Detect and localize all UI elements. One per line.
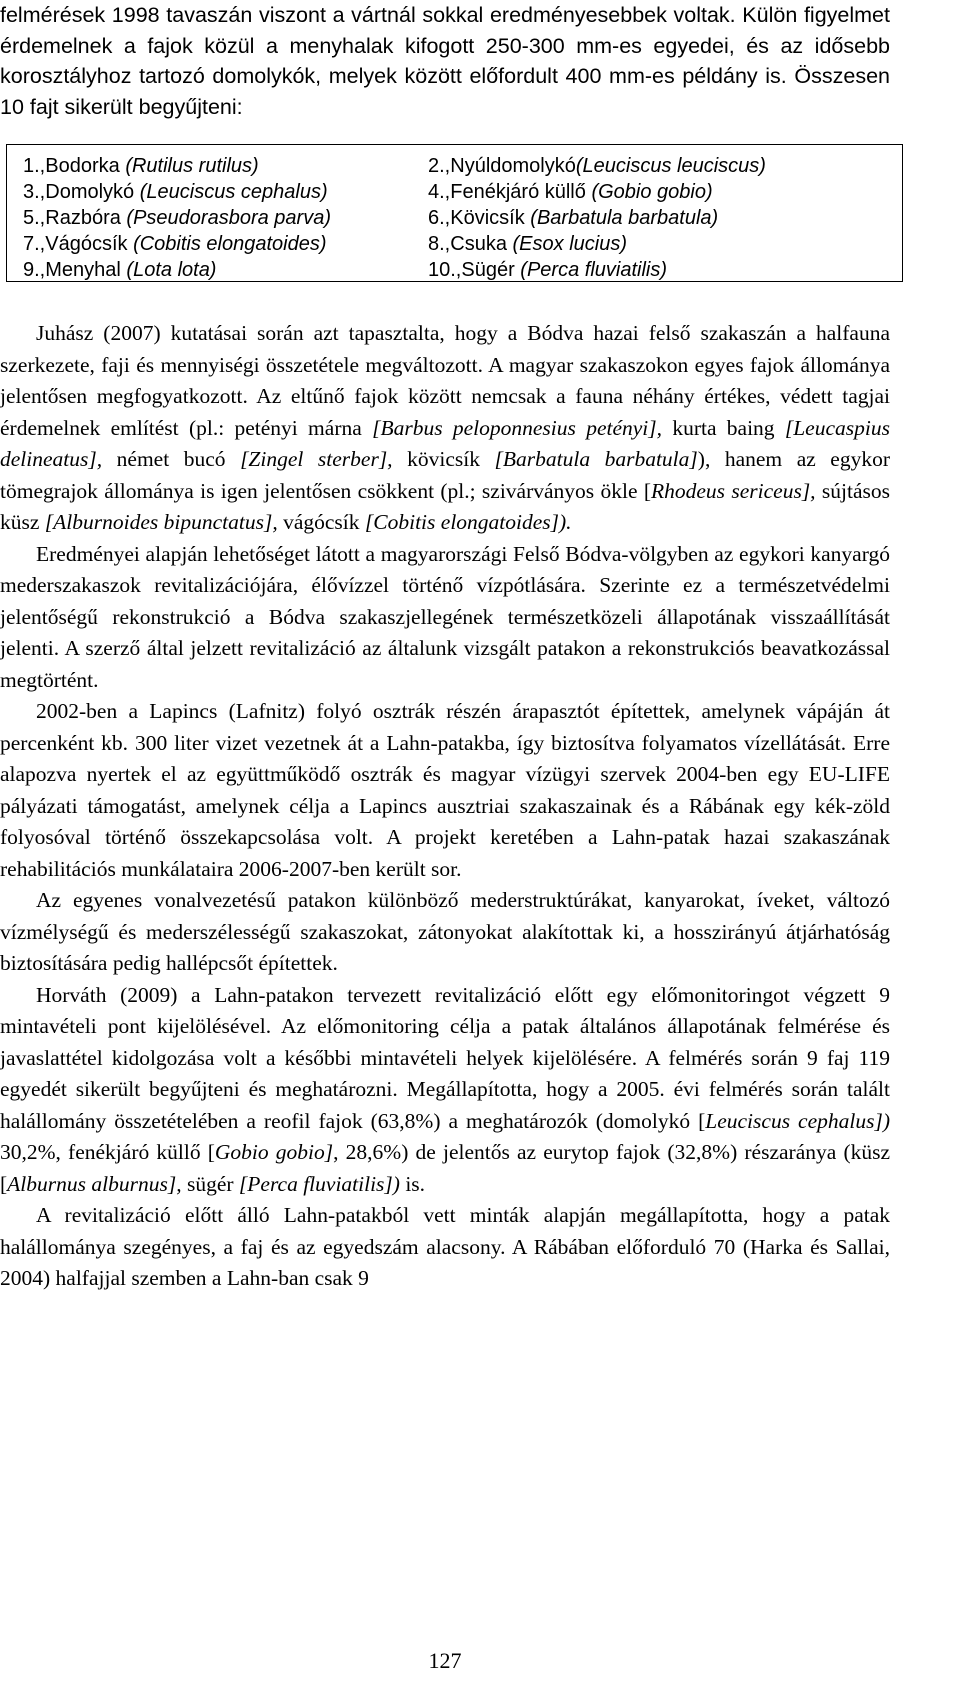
paragraph-juhasz: Juhász (2007) kutatásai során azt tapasztalta, hogy a Bódva hazai felső szakaszán a halfauna szerkezete, faji és mennyiségi összetétele megváltozott. A magyar szakaszokon egyes fajok állománya jelentősen megfogyatkozott. Az eltűnő fajok között nemcsak a fauna néhány értékes, védett tagjai érdemelnek említést (pl.: petényi márna [Barbus peloponnesius petényi], kurta baing [Leucaspius delineatus], német bucó [Zingel sterber], kövicsík [Barbatula barbatula]), hanem az egykor tömegrajok állománya is igen jelentősen csökkent (pl.; szivárványos ökle [Rhodeus sericeus], sújtásos küsz [Alburnoides bipunctatus], vágócsík [Cobitis elongatoides]). (0, 321, 891, 534)
species-item: 6.,Kövicsík (Barbatula barbatula) (428, 207, 719, 229)
species-item: 9.,Menyhal (Lota lota) (23, 259, 217, 281)
species-item: 7.,Vágócsík (Cobitis elongatoides) (23, 233, 327, 255)
species-list-box (6, 144, 903, 282)
paragraph-eredmenyei: Eredményei alapján lehetőséget látott a magyarországi Felső Bódva-völgyben az egykori kanyargó mederszakaszok revitalizációjára, élővízzel történő vízpótlására. Szerinte ez a természetvédelmi jelentőségű rekonstrukció a Bódva szakaszjellegének természetközeli állapotának visszaállítását jelenti. A szerző által jelzett revitalizáció az általunk vizsgált patakon a rekonstrukciós beavatkozással megtörtént. (0, 541, 890, 692)
page-number: 127 (428, 1648, 462, 1673)
paragraph-revitalizacio: A revitalizáció előtt álló Lahn-patakból vett minták alapján megállapította, hogy a patak halállománya szegényes, a faj és az egyedszám alacsony. A Rábában előforduló 70 (Harka és Sallai, 2004) halfajjal szemben a Lahn-ban csak 9 (0, 1203, 890, 1290)
paragraph-horvath: Horváth (2009) a Lahn-patakon tervezett revitalizáció előtt egy előmonitoringot végzett 9 mintavételi pont kijelölésével. Az előmonitoring célja a patak általános állapotának felmérése és javaslattétel kidolgozása volt a későbbi mintavételi helyek kijelölésére. A felmérés során 9 faj 119 egyedét sikerült begyűjteni és meghatározni. Megállapította, hogy a 2005. évi felmérés során talált halállomány összetételében a reofil fajok (63,8%) a meghatározók (domolykó [Leuciscus cephalus]) 30,2%, fenékjáró küllő [Gobio gobio], 28,6%) de jelentős az eurytop fajok (32,8%) részaránya (küsz [Alburnus alburnus], sügér [Perca fluviatilis]) is. (0, 982, 891, 1196)
paragraph-lapincs: 2002-ben a Lapincs (Lafnitz) folyó osztrák részén árapasztót építettek, amelynek vápáján át percenként kb. 300 liter vizet vezetnek át a Lahn-patakba, így biztosítva folyamatos vízellátását. Erre alapozva nyertek el az együttműködő osztrák és magyar vízügyi szervek 2004-ben egy EU-LIFE pályázati támogatást, amelynek célja a Lapincs ausztriai szakaszainak és a Rábának egy kék-zöld folyosóval történő összekapcsolása volt. A projekt keretében a Lahn-patak hazai szakaszának rehabilitációs munkálataira 2006-2007-ben került sor. (0, 699, 890, 881)
species-item: 2.,Nyúldomolykó(Leuciscus leuciscus) (428, 155, 766, 177)
species-item: 3.,Domolykó (Leuciscus cephalus) (23, 181, 328, 203)
species-item: 10.,Sügér (Perca fluviatilis) (428, 259, 667, 281)
body-text (0, 318, 890, 1295)
paragraph-egyenes: Az egyenes vonalvezetésű patakon különböző mederstruktúrákat, kanyarokat, íveket, változó vízmélységű és mederszélességű szakaszokat, zátonyokat alakítottak ki, a hosszirányú átjárhatóság biztosítására pedig hallépcsőt építettek. (0, 888, 890, 975)
species-item: 4.,Fenékjáró küllő (Gobio gobio) (428, 181, 713, 203)
species-item: 1.,Bodorka (Rutilus rutilus) (23, 155, 259, 177)
intro-paragraph: felmérések 1998 tavaszán viszont a vártnál sokkal eredményesebbek voltak. Külön figyelmet érdemelnek a fajok közül a menyhalak kifogott 250-300 mm-es egyedei, és az idősebb korosztályhoz tartozó domolykók, melyek között előfordult 400 mm-es példány is. Összesen 10 fajt sikerült begyűjteni: (0, 3, 890, 119)
species-item: 5.,Razbóra (Pseudorasbora parva) (23, 207, 331, 229)
species-item: 8.,Csuka (Esox lucius) (428, 233, 627, 255)
